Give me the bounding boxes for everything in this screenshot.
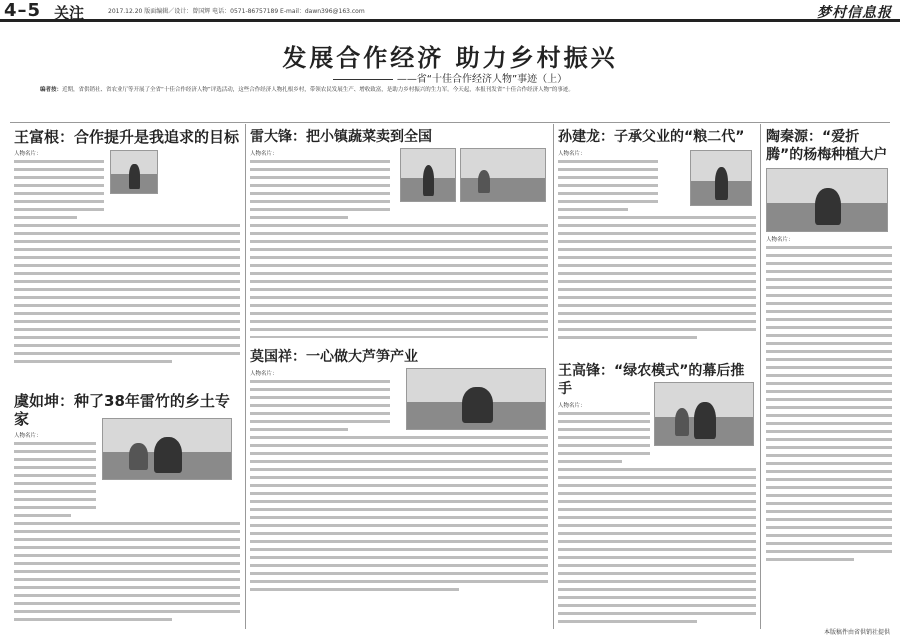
newspaper-logo: 梦村信息报 bbox=[817, 5, 892, 21]
article-title: 雷大锋：把小镇蔬菜卖到全国 bbox=[250, 129, 432, 145]
article-title: 虞如坤：种了38年雷竹的乡土专家 bbox=[14, 392, 230, 428]
article-body bbox=[14, 442, 96, 517]
portrait-photo bbox=[110, 150, 158, 194]
rice-field-photo bbox=[690, 150, 752, 206]
feature-subtitle bbox=[0, 70, 900, 85]
column-divider bbox=[760, 124, 761, 629]
bamboo-farmer-photo bbox=[102, 418, 232, 480]
article-author: 人物名片： bbox=[14, 151, 42, 157]
article-body bbox=[250, 436, 548, 591]
section-name: 关注 bbox=[54, 4, 85, 22]
article-title: 王高锋：“绿农模式”的幕后推手 bbox=[558, 363, 745, 397]
article-body bbox=[558, 468, 756, 623]
page-number: 4–5 bbox=[4, 0, 42, 21]
article-body bbox=[14, 160, 104, 219]
column-divider bbox=[553, 124, 554, 629]
article-body bbox=[558, 412, 650, 463]
greenhouse-photo bbox=[460, 148, 546, 202]
article-tao-yuanfeng bbox=[766, 128, 892, 628]
article-author: 人物名片： bbox=[250, 151, 278, 157]
article-body bbox=[14, 522, 240, 621]
harvester-photo bbox=[654, 382, 754, 446]
page-meta: 2017.12.20 版面编辑／设计：曾国辉 电话：0571-86757189 E-mail：dawn396@163.com bbox=[108, 8, 365, 15]
article-author: 人物名片： bbox=[14, 433, 42, 439]
article-body bbox=[250, 160, 390, 219]
article-title: 莫国祥：一心做大芦笋产业 bbox=[250, 349, 418, 365]
article-author: 人物名片： bbox=[766, 237, 794, 243]
masthead bbox=[0, 0, 900, 22]
asparagus-field-photo bbox=[406, 368, 546, 430]
article-body bbox=[766, 246, 892, 561]
feature-title: 发展合作经济 助力乡村振兴 bbox=[282, 44, 618, 72]
article-author: 人物名片： bbox=[558, 151, 586, 157]
article-title: 孙建龙：子承父业的“粮二代” bbox=[558, 129, 745, 145]
article-author: 人物名片： bbox=[250, 371, 278, 377]
bayberry-farmer-photo bbox=[766, 168, 888, 232]
article-body bbox=[250, 224, 548, 338]
article-body bbox=[558, 160, 658, 211]
portrait-photo bbox=[400, 148, 456, 202]
article-body bbox=[250, 380, 390, 431]
footer-note: 本版稿件由省供销社提供 bbox=[823, 629, 890, 636]
article-title: 陶秦源：“爱折腾”的杨梅种植大户 bbox=[766, 129, 888, 163]
subtitle-rule bbox=[333, 79, 393, 80]
subtitle-text: ——省“十佳合作经济人物”事迹（上） bbox=[396, 74, 568, 85]
article-body bbox=[558, 216, 756, 339]
article-body bbox=[14, 224, 240, 363]
column-divider bbox=[245, 124, 246, 629]
article-author: 人物名片： bbox=[558, 403, 586, 409]
editor-note-tag: 编者按： bbox=[40, 87, 63, 93]
editor-note-text: 近期，省供销社、省农业厅等开展了全省“十佳合作经济人物”评选活动，这些合作经济人物扎根乡村，带领农民发展生产、增收致富，是助力乡村振兴的生力军。今天起，本报刊发省“十佳合作经济人物”的事迹。 bbox=[62, 87, 574, 93]
article-title: 王富根：合作提升是我追求的目标 bbox=[14, 128, 240, 146]
editor-note bbox=[18, 86, 882, 94]
divider bbox=[10, 122, 890, 123]
